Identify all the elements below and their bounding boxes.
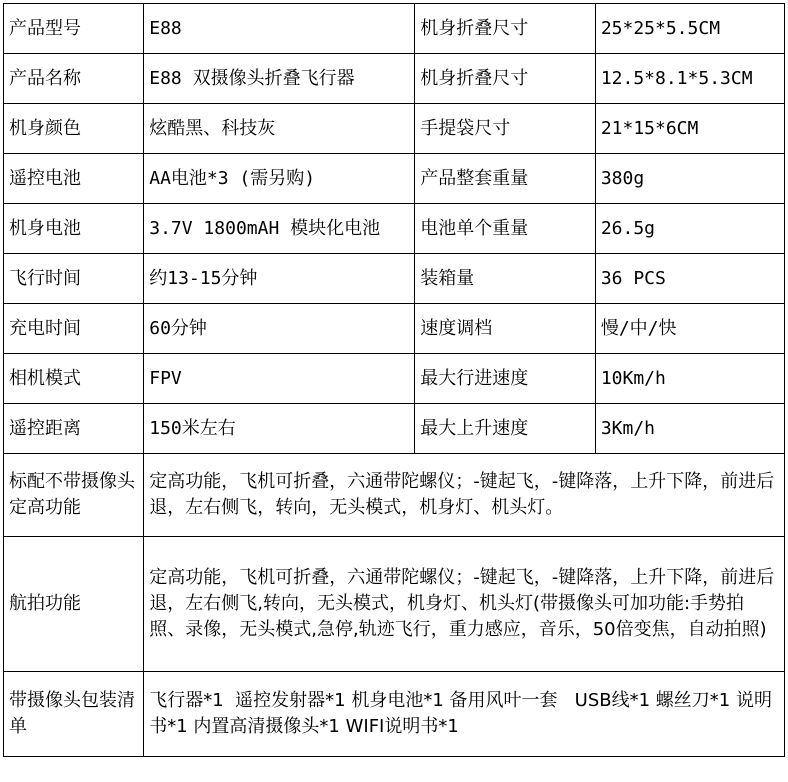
spec-row-remote-range xyxy=(4,404,785,454)
spec-label: 速度调档 xyxy=(415,304,596,354)
spec-label: 相机模式 xyxy=(4,354,144,404)
spec-value: E88 xyxy=(144,4,415,54)
spec-label: 电池单个重量 xyxy=(415,204,596,254)
spec-label: 飞行时间 xyxy=(4,254,144,304)
spec-value: AA电池*3 (需另购) xyxy=(144,154,415,204)
feature-label: 带摄像头包装清单 xyxy=(4,672,144,757)
product-spec-table xyxy=(3,3,785,757)
spec-value: 约13-15分钟 xyxy=(144,254,415,304)
spec-label: 产品整套重量 xyxy=(415,154,596,204)
spec-value: 21*15*6CM xyxy=(595,104,784,154)
spec-value: 36 PCS xyxy=(595,254,784,304)
spec-value: E88 双摄像头折叠飞行器 xyxy=(144,54,415,104)
spec-label: 充电时间 xyxy=(4,304,144,354)
spec-row-remote-battery xyxy=(4,154,785,204)
spec-row-color xyxy=(4,104,785,154)
spec-value: 12.5*8.1*5.3CM xyxy=(595,54,784,104)
feature-value: 飞行器*1 遥控发射器*1 机身电池*1 备用风叶一套 USB线*1 螺丝刀*1 说明书*1 内置高清摄像头*1 WIFI说明书*1 xyxy=(144,672,785,757)
spec-row-flight-time xyxy=(4,254,785,304)
spec-label: 机身颜色 xyxy=(4,104,144,154)
spec-label: 装箱量 xyxy=(415,254,596,304)
feature-value: 定高功能，飞机可折叠，六通带陀螺仪；-键起飞，-键降落，上升下降，前进后退，左右侧飞，转向，无头模式，机身灯、机头灯。 xyxy=(144,454,785,537)
feature-row-aerial xyxy=(4,537,785,672)
feature-row-standard xyxy=(4,454,785,537)
spec-label: 最大上升速度 xyxy=(415,404,596,454)
feature-row-package-list xyxy=(4,672,785,757)
spec-value: 60分钟 xyxy=(144,304,415,354)
spec-row-body-battery xyxy=(4,204,785,254)
spec-value: 380g xyxy=(595,154,784,204)
spec-value: 10Km/h xyxy=(595,354,784,404)
spec-value: 3.7V 1800mAH 模块化电池 xyxy=(144,204,415,254)
spec-label: 产品名称 xyxy=(4,54,144,104)
spec-label: 最大行进速度 xyxy=(415,354,596,404)
spec-value: 3Km/h xyxy=(595,404,784,454)
spec-row-model xyxy=(4,4,785,54)
spec-label: 遥控距离 xyxy=(4,404,144,454)
spec-row-charge-time xyxy=(4,304,785,354)
spec-value: 25*25*5.5CM xyxy=(595,4,784,54)
spec-label: 手提袋尺寸 xyxy=(415,104,596,154)
spec-label: 机身折叠尺寸 xyxy=(415,4,596,54)
feature-value: 定高功能，飞机可折叠，六通带陀螺仪；-键起飞，-键降落，上升下降，前进后退，左右侧飞,转向，无头模式，机身灯、机头灯(带摄像头可加功能:手势拍照、录像，无头模式,急停,轨迹飞行，重力感应，音乐，50倍变焦，自动拍照) xyxy=(144,537,785,672)
spec-label: 机身电池 xyxy=(4,204,144,254)
spec-value: 150米左右 xyxy=(144,404,415,454)
spec-label: 产品型号 xyxy=(4,4,144,54)
spec-label: 遥控电池 xyxy=(4,154,144,204)
spec-row-name xyxy=(4,54,785,104)
feature-label: 标配不带摄像头定高功能 xyxy=(4,454,144,537)
feature-label: 航拍功能 xyxy=(4,537,144,672)
spec-value: 慢/中/快 xyxy=(595,304,784,354)
spec-label: 机身折叠尺寸 xyxy=(415,54,596,104)
spec-row-camera-mode xyxy=(4,354,785,404)
spec-value: 26.5g xyxy=(595,204,784,254)
spec-value: FPV xyxy=(144,354,415,404)
spec-value: 炫酷黑、科技灰 xyxy=(144,104,415,154)
